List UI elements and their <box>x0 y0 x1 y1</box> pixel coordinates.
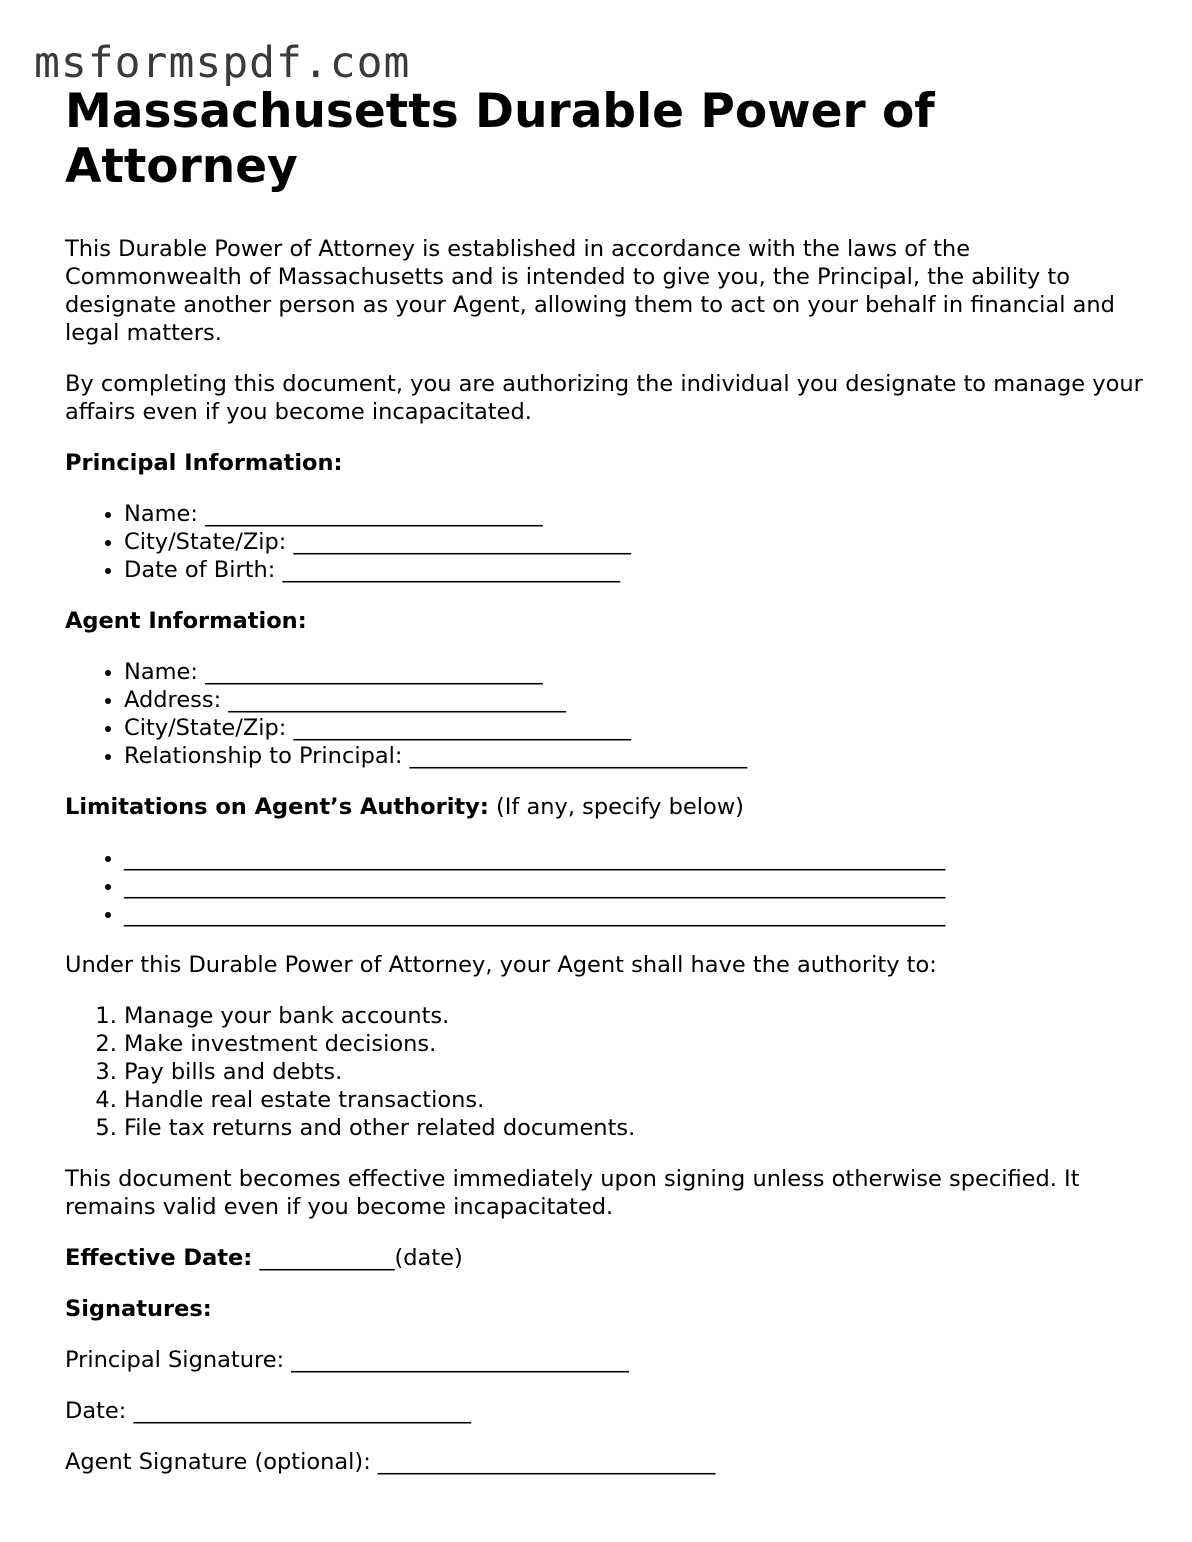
agent-heading: Agent Information: <box>65 608 307 634</box>
limitation-line-3[interactable]: • _________________________________________________________________________ <box>124 900 1145 928</box>
intro-paragraph: This Durable Power of Attorney is established in accordance with the laws of the Commonwealth of Massachusetts and is intended to give you, the Principal, the ability to designate another person as your Agent, allowing them to act on your behalf in financial and legal matters. <box>65 236 1115 346</box>
authority-list <box>65 1002 1145 1142</box>
agent-city-field[interactable]: • City/State/Zip: ______________________________ <box>124 714 1145 742</box>
limitation-line-1[interactable]: • _________________________________________________________________________ <box>124 844 1145 872</box>
site-watermark: msformspdf.com <box>34 38 411 88</box>
agent-address-field[interactable]: • Address: ______________________________ <box>124 686 1145 714</box>
principal-fields <box>65 500 1145 584</box>
authority-item: 2. Make investment decisions. <box>124 1030 1145 1058</box>
signatures-heading: Signatures: <box>65 1296 212 1322</box>
effective-date-label: Effective Date: <box>65 1245 253 1271</box>
limitations-note: (If any, specify below) <box>488 794 744 820</box>
limitations-list <box>65 844 1145 928</box>
effective-paragraph: This document becomes effective immediately upon signing unless otherwise specified. It remains valid even if you become incapacitated. <box>65 1166 1080 1220</box>
authority-item: 4. Handle real estate transactions. <box>124 1086 1145 1114</box>
intro-paragraph-2: By completing this document, you are authorizing the individual you designate to manage your affairs even if you become incapacitated. <box>65 371 1143 425</box>
limitation-line-2[interactable]: • _________________________________________________________________________ <box>124 872 1145 900</box>
authority-item: 5. File tax returns and other related documents. <box>124 1114 1145 1142</box>
authority-item: 3. Pay bills and debts. <box>124 1058 1145 1086</box>
agent-fields <box>65 658 1145 770</box>
effective-date-line <box>65 1244 1145 1272</box>
principal-signature-field[interactable]: Principal Signature: ______________________________ <box>65 1347 629 1373</box>
authority-intro: Under this Durable Power of Attorney, your Agent shall have the authority to: <box>65 952 937 978</box>
principal-heading: Principal Information: <box>65 450 343 476</box>
agent-signature-field[interactable]: Agent Signature (optional): ______________________________ <box>65 1449 716 1475</box>
principal-name-field[interactable]: • Name: ______________________________ <box>124 500 1145 528</box>
effective-date-field[interactable]: ____________(date) <box>252 1245 463 1271</box>
agent-name-field[interactable]: • Name: ______________________________ <box>124 658 1145 686</box>
principal-dob-field[interactable]: • Date of Birth: ______________________________ <box>124 556 1145 584</box>
principal-city-field[interactable]: • City/State/Zip: ______________________________ <box>124 528 1145 556</box>
limitations-heading: Limitations on Agent’s Authority: <box>65 794 489 820</box>
signature-date-field[interactable]: Date: ______________________________ <box>65 1398 472 1424</box>
limitations-line <box>65 793 1145 821</box>
agent-relationship-field[interactable]: • Relationship to Principal: ______________________________ <box>124 742 1145 770</box>
document-body <box>65 84 1145 1476</box>
authority-item: 1. Manage your bank accounts. <box>124 1002 1145 1030</box>
document-title: Massachusetts Durable Power of Attorney <box>65 84 935 194</box>
